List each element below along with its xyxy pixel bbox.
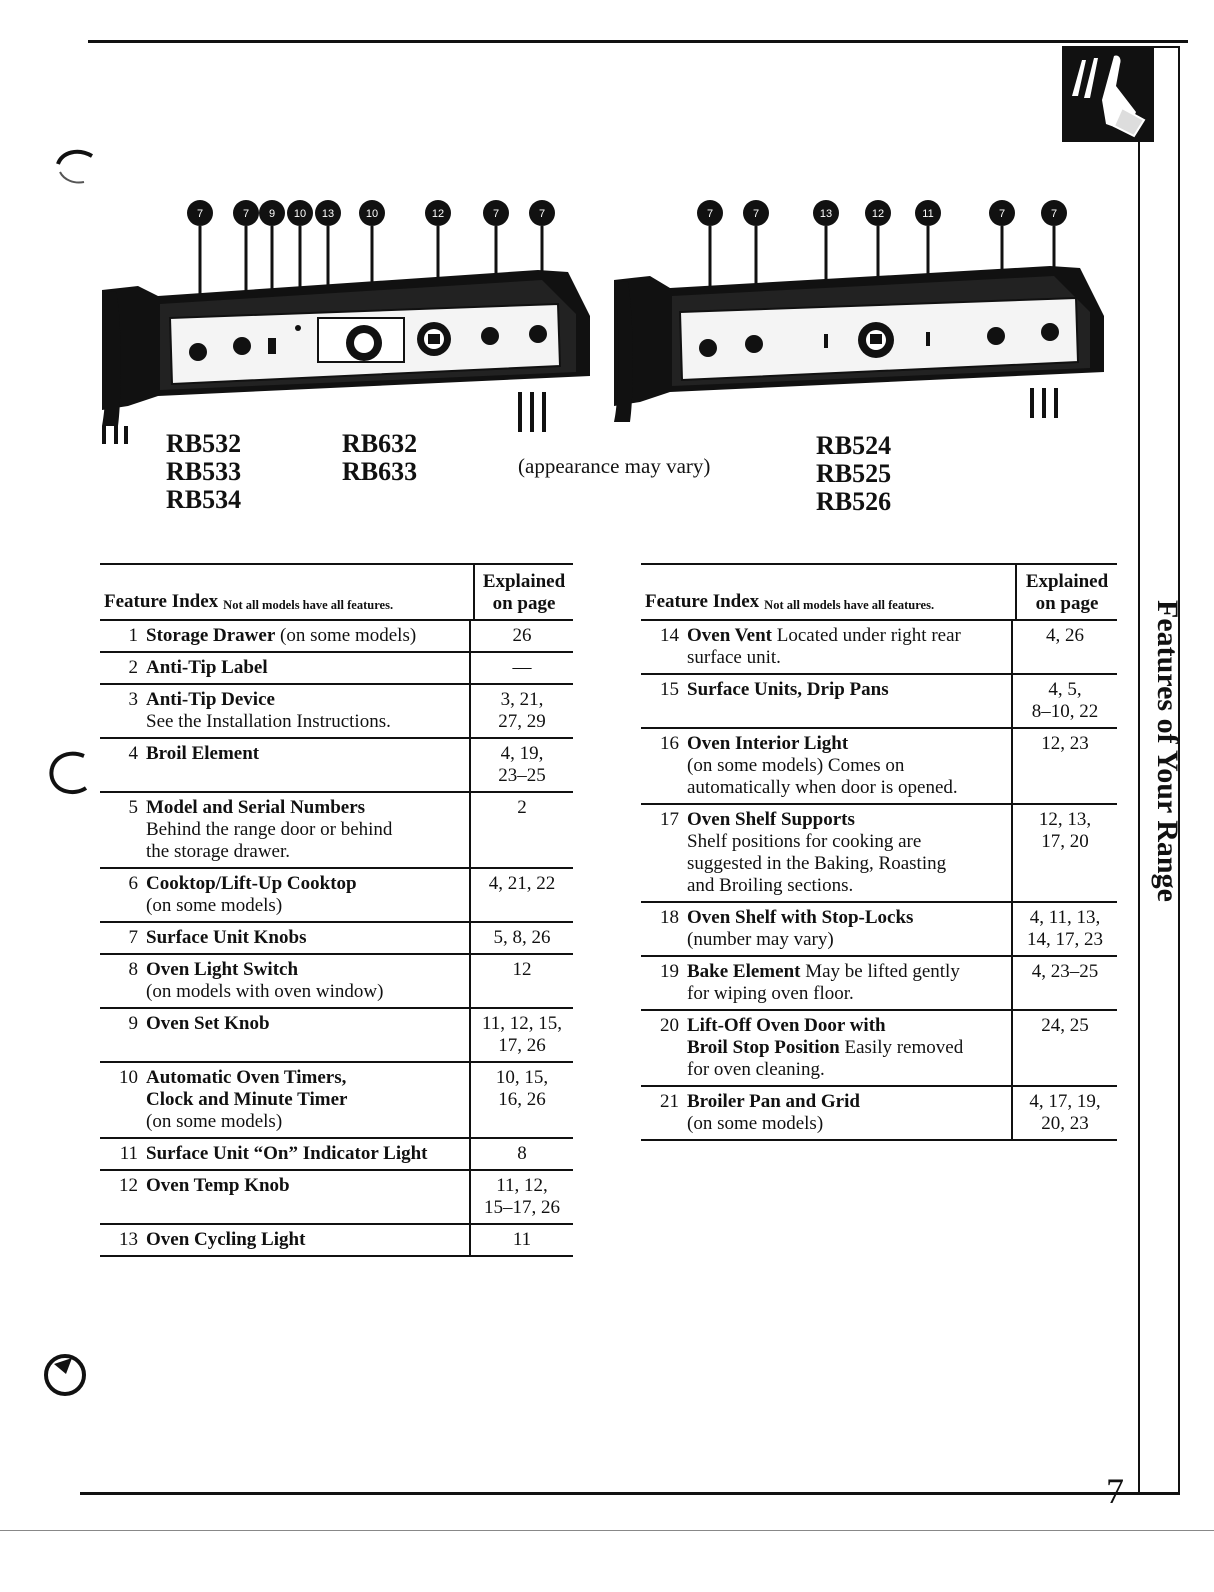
feature-first-line xyxy=(146,689,465,711)
feature-title-cont: Broil Stop Position xyxy=(687,1037,840,1058)
feature-text xyxy=(146,959,465,1003)
header-note: Not all models have all features. xyxy=(764,598,935,612)
header-col2-line1: Explained xyxy=(482,571,566,592)
feature-cell xyxy=(100,1009,469,1061)
feature-index-table-left xyxy=(100,563,573,1257)
feature-first-line xyxy=(146,1143,465,1165)
table-row xyxy=(641,805,1117,903)
feature-text xyxy=(687,1091,1007,1135)
feature-number: 8 xyxy=(128,959,138,980)
feature-detail-line: and Broiling sections. xyxy=(687,875,854,896)
feature-first-line xyxy=(687,961,1007,983)
feature-cell xyxy=(641,675,1011,727)
page-reference: 10, 15, xyxy=(495,1067,549,1088)
feature-detail-line: (number may vary) xyxy=(687,929,834,950)
feature-cell xyxy=(641,1011,1011,1085)
feature-cell xyxy=(641,903,1011,955)
feature-first-line xyxy=(146,743,465,765)
feature-cell xyxy=(100,685,469,737)
feature-cell xyxy=(100,869,469,921)
feature-text xyxy=(687,625,1007,669)
table-row xyxy=(641,1087,1117,1141)
callout-number: 11 xyxy=(922,208,934,220)
feature-detail-line: surface unit. xyxy=(687,647,781,668)
pages-cell xyxy=(469,739,573,791)
page-reference: 26 xyxy=(512,625,532,646)
feature-cell xyxy=(100,739,469,791)
table-row xyxy=(100,1225,573,1257)
bottom-rule xyxy=(80,1492,1180,1495)
feature-cell xyxy=(100,793,469,867)
feature-detail-line: (on models with oven window) xyxy=(146,981,384,1002)
feature-detail-line: (on some models) xyxy=(687,1113,824,1134)
model-number: RB532 xyxy=(166,429,242,458)
feature-number: 19 xyxy=(660,961,679,982)
binder-hole-mark-top xyxy=(52,146,100,188)
feature-first-line xyxy=(146,657,465,679)
feature-title: Anti-Tip Label xyxy=(146,657,268,678)
feature-number: 6 xyxy=(128,873,138,894)
header-title-cell xyxy=(641,565,1015,619)
pages-cell xyxy=(469,1171,573,1223)
model-group-2 xyxy=(342,430,417,486)
feature-title: Anti-Tip Device xyxy=(146,689,275,710)
feature-cell xyxy=(641,621,1011,673)
header-col2-line1: Explained xyxy=(1025,571,1109,592)
feature-text xyxy=(146,1067,465,1133)
page-reference: 24, 25 xyxy=(1041,1015,1089,1036)
feature-number: 13 xyxy=(119,1229,138,1250)
callout-number: 13 xyxy=(321,208,335,220)
feature-bold-line xyxy=(146,1089,465,1111)
feature-detail-line: (on some models) Comes on xyxy=(687,755,905,776)
table-header xyxy=(641,563,1117,621)
page-reference: 4, 5, xyxy=(1048,679,1082,700)
feature-text xyxy=(687,679,1007,723)
top-rule xyxy=(88,40,1188,43)
page-reference: 17, 26 xyxy=(498,1035,546,1056)
page-reference: 11 xyxy=(512,1229,532,1250)
feature-title-cont: Clock and Minute Timer xyxy=(146,1089,348,1110)
feature-inline-text: Easily removed xyxy=(839,1037,964,1058)
feature-detail-line: suggested in the Baking, Roasting xyxy=(687,853,947,874)
section-tab xyxy=(1062,46,1154,142)
feature-title: Surface Units, Drip Pans xyxy=(687,679,889,700)
pages-cell xyxy=(1011,675,1117,727)
feature-title: Oven Set Knob xyxy=(146,1013,270,1034)
feature-inline-text: (on some models) xyxy=(275,625,417,646)
feature-title: Broiler Pan and Grid xyxy=(687,1091,860,1112)
feature-number: 18 xyxy=(660,907,679,928)
feature-number: 7 xyxy=(128,927,138,948)
pages-cell xyxy=(1011,805,1117,901)
model-number: RB633 xyxy=(342,457,418,486)
feature-first-line xyxy=(146,797,465,819)
feature-text xyxy=(687,1015,1007,1081)
feature-text xyxy=(146,1143,465,1165)
feature-bold-line xyxy=(687,1037,1007,1059)
pages-cell xyxy=(469,1225,573,1255)
feature-number: 5 xyxy=(128,797,138,818)
header-title-cell xyxy=(100,565,473,619)
table-row xyxy=(100,793,573,869)
feature-first-line xyxy=(146,1229,465,1251)
feature-title: Oven Light Switch xyxy=(146,959,299,980)
feature-cell xyxy=(100,1139,469,1169)
model-number: RB524 xyxy=(816,431,892,460)
feature-text xyxy=(687,809,1007,897)
page-reference: 12, 23 xyxy=(1041,733,1089,754)
side-title: Features of Your Range xyxy=(1151,600,1184,902)
right-frame-rule xyxy=(1138,46,1140,1492)
model-number: RB533 xyxy=(166,457,242,486)
feature-first-line xyxy=(146,959,465,981)
header-col2-line2: on page xyxy=(492,593,556,614)
feature-title: Broil Element xyxy=(146,743,260,764)
feature-number: 11 xyxy=(119,1143,138,1164)
pages-cell xyxy=(1011,621,1117,673)
feature-cell xyxy=(641,957,1011,1009)
page-reference: 11, 12, 15, xyxy=(481,1013,563,1034)
table-row xyxy=(100,955,573,1009)
table-row xyxy=(100,685,573,739)
pages-cell xyxy=(1011,1087,1117,1139)
feature-cell xyxy=(100,1171,469,1223)
pages-cell xyxy=(1011,729,1117,803)
appearance-note: (appearance may vary) xyxy=(518,454,711,478)
page-reference: 4, 17, 19, xyxy=(1029,1091,1101,1112)
table-header xyxy=(100,563,573,621)
callout-group-right xyxy=(697,200,1067,226)
pages-cell xyxy=(469,955,573,1007)
feature-text xyxy=(146,743,465,787)
feature-detail-line: automatically when door is opened. xyxy=(687,777,958,798)
table-row xyxy=(100,1171,573,1225)
feature-first-line xyxy=(687,679,1007,701)
feature-detail-line: See the Installation Instructions. xyxy=(146,711,391,732)
feature-detail-line: for oven cleaning. xyxy=(687,1059,825,1080)
feature-first-line xyxy=(146,927,465,949)
feature-text xyxy=(687,907,1007,951)
callout-number: 7 xyxy=(706,208,714,220)
header-pages-cell xyxy=(1015,565,1117,619)
feature-title: Model and Serial Numbers xyxy=(146,797,366,818)
feature-text xyxy=(146,1175,465,1219)
callout-number: 7 xyxy=(196,208,204,220)
feature-text xyxy=(687,961,1007,1005)
feature-title: Storage Drawer xyxy=(146,625,276,646)
feature-number: 1 xyxy=(128,625,138,646)
table-row xyxy=(641,675,1117,729)
feature-title: Automatic Oven Timers, xyxy=(146,1067,347,1088)
feature-first-line xyxy=(146,1067,465,1089)
binder-hole-mark-bottom xyxy=(40,1350,90,1400)
pages-cell xyxy=(469,653,573,683)
page-reference: 15–17, 26 xyxy=(484,1197,560,1218)
feature-number: 20 xyxy=(660,1015,679,1036)
feature-number: 9 xyxy=(128,1013,138,1034)
feature-title: Oven Cycling Light xyxy=(146,1229,306,1250)
model-group-1 xyxy=(166,430,241,514)
feature-number: 3 xyxy=(128,689,138,710)
model-number: RB526 xyxy=(816,487,892,516)
feature-title: Oven Temp Knob xyxy=(146,1175,290,1196)
pages-cell xyxy=(469,1009,573,1061)
table-row xyxy=(100,1009,573,1063)
page-reference: 8–10, 22 xyxy=(1031,701,1099,722)
feature-title: Oven Shelf Supports xyxy=(687,809,855,830)
feature-number: 15 xyxy=(660,679,679,700)
page-reference: 12 xyxy=(512,959,532,980)
page-reference: 12, 13, xyxy=(1038,809,1092,830)
feature-first-line xyxy=(687,1015,1007,1037)
feature-index-table-right xyxy=(641,563,1117,1141)
page-reference: 4, 23–25 xyxy=(1031,961,1099,982)
feature-first-line xyxy=(146,625,465,647)
feature-text xyxy=(146,625,465,647)
feature-title: Lift-Off Oven Door with xyxy=(687,1015,886,1036)
page-reference: 16, 26 xyxy=(498,1089,546,1110)
table-row xyxy=(641,621,1117,675)
header-note: Not all models have all features. xyxy=(223,598,394,612)
table-row xyxy=(641,957,1117,1011)
feature-first-line xyxy=(687,907,1007,929)
feature-cell xyxy=(641,805,1011,901)
feature-cell xyxy=(641,1087,1011,1139)
feature-title: Oven Vent xyxy=(687,625,772,646)
feature-title: Bake Element xyxy=(687,961,801,982)
feature-number: 14 xyxy=(660,625,679,646)
page-reference: 14, 17, 23 xyxy=(1027,929,1103,950)
feature-title: Oven Interior Light xyxy=(687,733,849,754)
table-row xyxy=(100,653,573,685)
page-reference: 8 xyxy=(517,1143,527,1164)
page-reference: 27, 29 xyxy=(498,711,546,732)
callout-number: 13 xyxy=(819,208,833,220)
callout-number: 12 xyxy=(871,208,885,220)
hand-pointing-icon xyxy=(1062,46,1154,142)
feature-number: 12 xyxy=(119,1175,138,1196)
feature-cell xyxy=(100,923,469,953)
model-number: RB534 xyxy=(166,485,242,514)
page-reference: 20, 23 xyxy=(1041,1113,1089,1134)
pages-cell xyxy=(1011,1011,1117,1085)
pages-cell xyxy=(469,793,573,867)
callout-number: 7 xyxy=(492,208,500,220)
feature-first-line xyxy=(146,1013,465,1035)
pages-cell xyxy=(1011,957,1117,1009)
feature-first-line xyxy=(146,1175,465,1197)
callout-number: 7 xyxy=(998,208,1006,220)
header-pages-cell xyxy=(473,565,573,619)
feature-number: 17 xyxy=(660,809,679,830)
page-reference: 2 xyxy=(517,797,527,818)
feature-title: Surface Unit “On” Indicator Light xyxy=(146,1143,428,1164)
table-row xyxy=(100,1063,573,1139)
callout-number: 7 xyxy=(752,208,760,220)
table-body xyxy=(641,621,1117,1141)
page-reference: 4, 11, 13, xyxy=(1029,907,1101,928)
pages-cell xyxy=(469,869,573,921)
feature-first-line xyxy=(687,1091,1007,1113)
callout-number: 7 xyxy=(1050,208,1058,220)
table-row xyxy=(100,1139,573,1171)
header-col2-line2: on page xyxy=(1035,593,1099,614)
table-row xyxy=(100,923,573,955)
feature-first-line xyxy=(687,733,1007,755)
model-group-3 xyxy=(816,432,891,516)
feature-cell xyxy=(100,1063,469,1137)
page-reference: — xyxy=(512,657,532,678)
feature-number: 4 xyxy=(128,743,138,764)
feature-cell xyxy=(100,1225,469,1255)
feature-detail-line: the storage drawer. xyxy=(146,841,291,862)
feature-text xyxy=(146,1013,465,1057)
pages-cell xyxy=(1011,903,1117,955)
callout-number: 12 xyxy=(431,208,445,220)
page-reference: 5, 8, 26 xyxy=(493,927,551,948)
feature-text xyxy=(146,797,465,863)
callout-number: 10 xyxy=(293,208,307,220)
pages-cell xyxy=(469,923,573,953)
feature-text xyxy=(146,1229,465,1251)
feature-inline-text: Located under right rear xyxy=(772,625,961,646)
pages-cell xyxy=(469,621,573,651)
table-row xyxy=(641,729,1117,805)
binder-hole-mark-middle xyxy=(44,748,96,800)
control-panel-diagram-right xyxy=(610,196,1112,446)
callout-number: 7 xyxy=(242,208,250,220)
feature-cell xyxy=(100,653,469,683)
feature-number: 10 xyxy=(119,1067,138,1088)
feature-number: 21 xyxy=(660,1091,679,1112)
feature-text xyxy=(146,689,465,733)
page-reference: 3, 21, xyxy=(500,689,544,710)
page-reference: 11, 12, xyxy=(496,1175,548,1196)
feature-text xyxy=(146,657,465,679)
table-row xyxy=(100,621,573,653)
model-number: RB632 xyxy=(342,429,418,458)
feature-text xyxy=(146,927,465,949)
footer-rule xyxy=(0,1530,1214,1531)
callout-number: 9 xyxy=(268,208,276,220)
header-title: Feature Index xyxy=(645,591,760,612)
page-number: 7 xyxy=(1106,1471,1124,1511)
feature-detail-line: Behind the range door or behind xyxy=(146,819,393,840)
feature-cell xyxy=(641,729,1011,803)
page-reference: 17, 20 xyxy=(1041,831,1089,852)
model-number: RB525 xyxy=(816,459,892,488)
feature-detail-line: (on some models) xyxy=(146,895,283,916)
pages-cell xyxy=(469,685,573,737)
header-title: Feature Index xyxy=(104,591,219,612)
feature-detail-line: Shelf positions for cooking are xyxy=(687,831,922,852)
feature-first-line xyxy=(146,873,465,895)
feature-title: Oven Shelf with Stop-Locks xyxy=(687,907,914,928)
page-reference: 4, 21, 22 xyxy=(488,873,556,894)
feature-title: Surface Unit Knobs xyxy=(146,927,307,948)
feature-title: Cooktop/Lift-Up Cooktop xyxy=(146,873,357,894)
table-body xyxy=(100,621,573,1257)
feature-cell xyxy=(100,621,469,651)
feature-detail-line: for wiping oven floor. xyxy=(687,983,854,1004)
page-reference: 4, 19, xyxy=(500,743,544,764)
feature-number: 16 xyxy=(660,733,679,754)
feature-cell xyxy=(100,955,469,1007)
page-reference: 23–25 xyxy=(498,765,546,786)
feature-first-line xyxy=(687,625,1007,647)
pages-cell xyxy=(469,1063,573,1137)
page-reference: 4, 26 xyxy=(1046,625,1084,646)
table-row xyxy=(100,869,573,923)
feature-inline-text: May be lifted gently xyxy=(800,961,960,982)
table-row xyxy=(641,1011,1117,1087)
feature-number: 2 xyxy=(128,657,138,678)
feature-text xyxy=(146,873,465,917)
feature-detail-line: (on some models) xyxy=(146,1111,283,1132)
table-row xyxy=(641,903,1117,957)
callout-number: 10 xyxy=(365,208,379,220)
control-panel-diagram-left xyxy=(98,196,600,446)
table-row xyxy=(100,739,573,793)
pages-cell xyxy=(469,1139,573,1169)
feature-text xyxy=(687,733,1007,799)
feature-first-line xyxy=(687,809,1007,831)
callout-group-left xyxy=(187,200,555,226)
callout-number: 7 xyxy=(538,208,546,220)
